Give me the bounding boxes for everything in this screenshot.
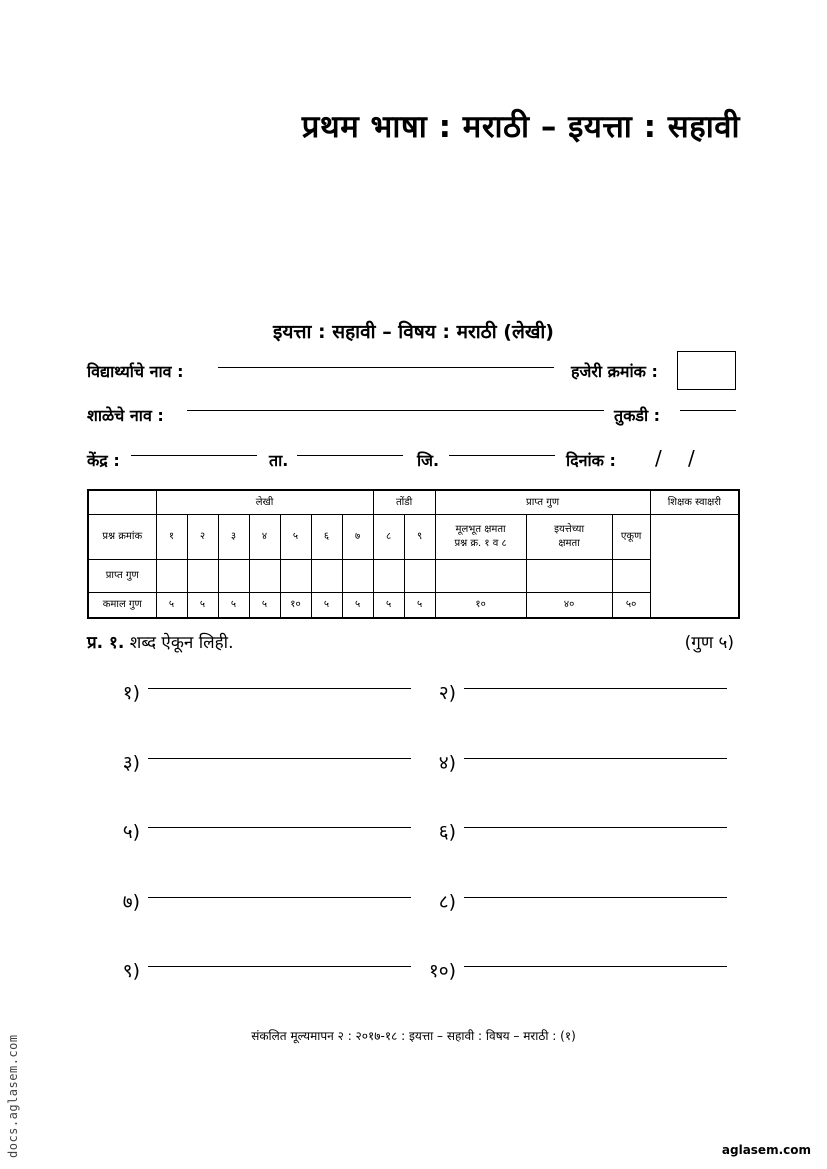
obtained-mark-cell[interactable] [280, 559, 311, 593]
school-name-label: शाळेचे नाव : [87, 406, 164, 425]
teacher-signature-cell[interactable] [650, 514, 739, 618]
question-no-label: प्रश्न क्रमांक [88, 514, 156, 559]
question-number-cell: १ [156, 514, 187, 559]
question-number-cell: २ [187, 514, 218, 559]
max-mark-cell: ५ [373, 593, 404, 618]
watermark: docs.aglasem.com [6, 1034, 20, 1158]
question-number-cell: ८ [373, 514, 404, 559]
answer-line[interactable] [464, 827, 727, 828]
max-mark-cell: ५ [187, 593, 218, 618]
obtained-mark-cell[interactable] [249, 559, 280, 593]
student-name-field[interactable] [218, 367, 554, 368]
obtained-mark-cell[interactable] [373, 559, 404, 593]
basic-skills-line1: मूलभूत क्षमता [455, 524, 506, 536]
grade-skills-line2: क्षमता [558, 537, 580, 549]
question-number-cell: ७ [342, 514, 373, 559]
page-footer: संकलित मूल्यमापन २ : २०१७-१८ : इयत्ता – सहावी : विषय – मराठी : (१) [251, 1029, 576, 1043]
question-number-cell: ९ [404, 514, 435, 559]
marks-table [87, 489, 740, 619]
answer-line[interactable] [464, 897, 727, 898]
teacher-signature-header: शिक्षक स्वाक्षरी [650, 490, 739, 514]
answer-line[interactable] [148, 688, 411, 689]
max-mark-cell: १० [280, 593, 311, 618]
obtained-basic-cell[interactable] [435, 559, 526, 593]
obtained-marks-label: प्राप्त गुण [88, 559, 156, 593]
max-mark-cell: ५ [311, 593, 342, 618]
obtained-header: प्राप्त गुण [435, 490, 650, 514]
school-name-field[interactable] [187, 410, 604, 411]
max-mark-cell: ५ [342, 593, 373, 618]
grade-skills-line1: इयत्तेच्या [554, 524, 585, 536]
division-field[interactable] [680, 410, 736, 411]
obtained-mark-cell[interactable] [187, 559, 218, 593]
answer-number: ९) [122, 960, 140, 982]
answer-number: १) [122, 682, 140, 704]
grade-skills-header [526, 514, 612, 559]
basic-skills-header [435, 514, 526, 559]
district-label: जि. [417, 451, 440, 470]
max-mark-cell: ५ [218, 593, 249, 618]
basic-skills-line2: प्रश्न क्र. १ व ८ [454, 537, 507, 549]
answer-number: ७) [122, 891, 140, 913]
student-name-label: विद्यार्थ्याचे नाव : [87, 362, 184, 381]
written-header: लेखी [156, 490, 373, 514]
answer-number: ६) [438, 821, 456, 843]
question-1-marks: (गुण ५) [684, 633, 734, 653]
district-field[interactable] [449, 455, 555, 456]
question-number-cell: ६ [311, 514, 342, 559]
obtained-mark-cell[interactable] [311, 559, 342, 593]
question-number-cell: ४ [249, 514, 280, 559]
question-1-number: प्र. १. [87, 633, 125, 653]
roll-no-box[interactable] [677, 351, 736, 390]
sub-title: इयत्ता : सहावी – विषय : मराठी (लेखी) [273, 321, 554, 343]
date-label: दिनांक : [566, 451, 616, 470]
roll-no-label: हजेरी क्रमांक : [571, 362, 658, 381]
date-separator: / [688, 446, 695, 470]
answer-number: १०) [428, 960, 456, 982]
max-mark-cell: ५ [156, 593, 187, 618]
obtained-mark-cell[interactable] [156, 559, 187, 593]
date-separator: / [655, 446, 662, 470]
obtained-total-cell[interactable] [612, 559, 650, 593]
obtained-mark-cell[interactable] [218, 559, 249, 593]
question-number-cell: ५ [280, 514, 311, 559]
obtained-mark-cell[interactable] [404, 559, 435, 593]
question-number-cell: ३ [218, 514, 249, 559]
answer-line[interactable] [148, 827, 411, 828]
brand-label: aglasem.com [721, 1143, 811, 1157]
centre-label: केंद्र : [87, 451, 120, 470]
answer-line[interactable] [148, 966, 411, 967]
answer-line[interactable] [464, 966, 727, 967]
centre-field[interactable] [131, 455, 257, 456]
max-basic-cell: १० [435, 593, 526, 618]
max-total-cell: ५० [612, 593, 650, 618]
main-title: प्रथम भाषा : मराठी – इयत्ता : सहावी [301, 109, 740, 145]
max-marks-label: कमाल गुण [88, 593, 156, 618]
max-grade-cell: ४० [526, 593, 612, 618]
oral-header: तोंडी [373, 490, 435, 514]
answer-number: २) [438, 682, 456, 704]
max-mark-cell: ५ [249, 593, 280, 618]
taluka-field[interactable] [297, 455, 403, 456]
answer-number: ८) [438, 891, 456, 913]
table-corner-cell [88, 490, 156, 514]
answer-number: ४) [438, 752, 456, 774]
answer-line[interactable] [464, 758, 727, 759]
answer-line[interactable] [148, 758, 411, 759]
obtained-mark-cell[interactable] [342, 559, 373, 593]
answer-number: ३) [122, 752, 140, 774]
max-mark-cell: ५ [404, 593, 435, 618]
answer-line[interactable] [148, 897, 411, 898]
total-header: एकूण [612, 514, 650, 559]
taluka-label: ता. [269, 451, 289, 470]
question-1-label [87, 630, 233, 653]
answer-line[interactable] [464, 688, 727, 689]
answer-number: ५) [122, 821, 140, 843]
division-label: तुकडी : [614, 406, 661, 425]
obtained-grade-cell[interactable] [526, 559, 612, 593]
question-1-text: शब्द ऐकून लिही. [124, 633, 234, 653]
